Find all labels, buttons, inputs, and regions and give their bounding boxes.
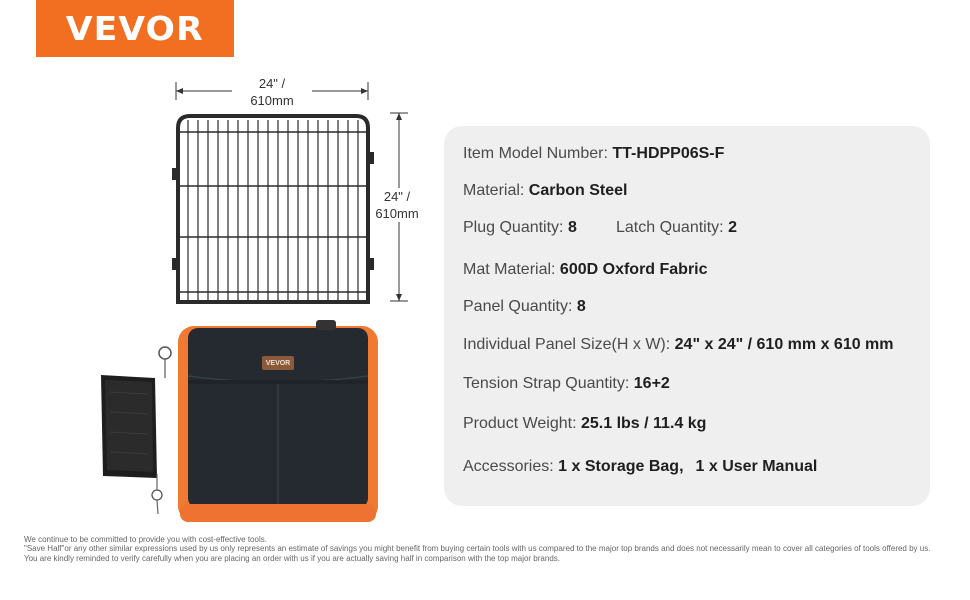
spec-accessories-value-1: 1 x Storage Bag,: [558, 458, 684, 475]
spec-latch: [616, 219, 737, 237]
spec-accessories: [463, 458, 817, 476]
spec-mat-value: 600D Oxford Fabric: [559, 261, 708, 278]
spec-latch-label: Latch Quantity:: [616, 219, 729, 236]
spec-material: [463, 182, 627, 200]
spec-strap-label: Tension Strap Quantity:: [463, 375, 634, 392]
spec-material-value: Carbon Steel: [528, 182, 628, 199]
spec-mat-label: Mat Material:: [463, 261, 560, 278]
spec-strap-value: 16+2: [633, 375, 670, 392]
storage-bag-image: [176, 318, 380, 524]
ground-stake-image: [150, 342, 174, 522]
height-label-inch: 24" /: [383, 189, 411, 204]
spec-accessories-label: Accessories:: [463, 458, 559, 475]
bag-patch: [262, 356, 294, 370]
fence-panel-image: [168, 112, 378, 308]
spec-panel-quantity: [463, 298, 586, 316]
spec-tension-strap: [463, 375, 670, 393]
spec-material-label: Material:: [463, 182, 529, 199]
width-label: [232, 75, 312, 109]
height-label-mm: 610mm: [375, 206, 419, 221]
spec-panel-qty-value: 8: [576, 298, 586, 315]
spec-latch-value: 2: [728, 219, 737, 236]
height-label: [370, 188, 424, 222]
logo-text: VEVOR: [65, 9, 205, 48]
spec-panel-size-value: 24" x 24" / 610 mm x 610 mm: [674, 336, 894, 353]
width-label-inch: 24" /: [258, 76, 286, 91]
spec-weight-value: 25.1 lbs / 11.4 kg: [580, 415, 707, 432]
disclaimer-line-1: We continue to be committed to provide you with cost-effective tools.: [24, 535, 267, 544]
spec-weight-label: Product Weight:: [463, 415, 581, 432]
bag-patch-text: VEVOR: [265, 359, 291, 367]
spec-panel-size: [463, 336, 894, 354]
spec-panel-size-label: Individual Panel Size(H x W):: [463, 336, 675, 353]
disclaimer-line-3: You are kindly reminded to verify carefully when you are placing an order with us if you are actually saving half in comparison with the top major brands.: [24, 553, 560, 563]
spec-plug: [463, 219, 577, 237]
spec-accessories-value-2: 1 x User Manual: [695, 458, 818, 475]
disclaimer-line-2: "Save Half"or any other similar expressions used by us only represents an estimate of savings you might benefit from buying certain tools with us compared to the major top brands and does not necessarily mean to cover all categories of tools offered by us.: [24, 544, 931, 554]
spec-product-weight: [463, 415, 706, 433]
vevor-logo: [36, 0, 234, 57]
spec-model: [463, 145, 724, 163]
spec-panel-qty-label: Panel Quantity:: [463, 298, 577, 315]
width-label-mm: 610mm: [250, 93, 294, 108]
spec-model-label: Item Model Number:: [463, 145, 613, 162]
disclaimer: [24, 535, 964, 563]
spec-mat-material: [463, 261, 708, 279]
spec-plug-label: Plug Quantity:: [463, 219, 568, 236]
spec-model-value: TT-HDPP06S-F: [612, 145, 725, 162]
spec-plug-value: 8: [567, 219, 577, 236]
